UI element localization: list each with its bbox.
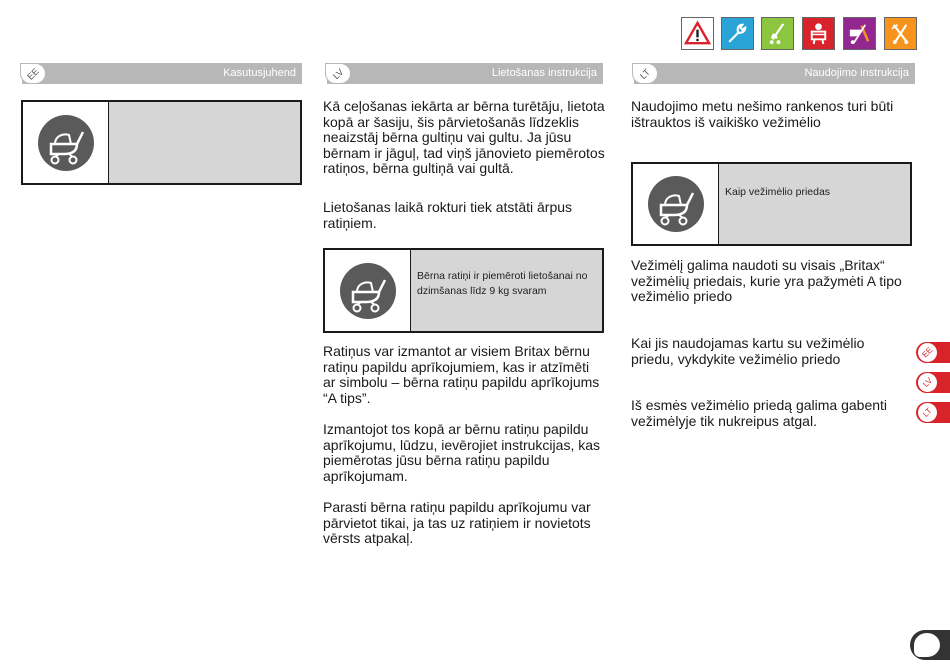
side-tab-lv[interactable]: LV: [916, 372, 950, 393]
carrycot-icon: [633, 164, 719, 244]
paragraph-lt-4: Iš esmės vežimėlio priedą galima gabenti vežimėlyje tik nukreipus atgal.: [631, 397, 888, 429]
header-lt: [634, 63, 915, 84]
paragraph-lt-3: Kai jis naudojamas kartu su vežimėlio priedu, vykdykite vežimėlio priedo: [631, 335, 865, 367]
section-title-lv: Lietošanas instrukcija: [491, 67, 597, 79]
paragraph-lv-3: Ratiņus var izmantot ar visiem Britax bērnu ratiņu papildu aprīkojumiem, kas ir atzīmēti ar simbolu – bērna ratiņu papildu aprīkojums “A tips”.: [323, 343, 600, 406]
carrycot-icon: [23, 102, 109, 183]
info-box-text-lv: Bērna ratiņi ir piemēroti lietošanai no dzimšanas līdz 9 kg svaram: [411, 250, 602, 331]
warning-icon: [681, 17, 714, 50]
paragraph-lv-2: Lietošanas laikā rokturi tiek atstāti ārpus ratiņiem.: [323, 199, 573, 231]
paragraph-lv-4: Izmantojot tos kopā ar bērnu ratiņu papildu aprīkojumu, lūdzu, ievērojiet instrukcijas, kas piemērotas jūsu bērna ratiņu papildu aprīkojumam.: [323, 421, 601, 484]
paragraph-lt-2: Vežimėlį galima naudoti su visais „Britax“ vežimėlių priedais, kurie yra pažymėti A tipo vežimėlio priedo: [631, 257, 902, 304]
section-title-lt: Naudojimo instrukcija: [804, 67, 909, 79]
carrycot-icon: [325, 250, 411, 331]
info-box-text-lt: Kaip vežimėlio priedas: [719, 164, 910, 244]
paragraph-lv-5: Parasti bērna ratiņu papildu aprīkojumu var pārvietot tikai, ja tas uz ratiņiem ir novietots vērsts atpakaļ.: [323, 499, 591, 546]
carrycot-stroller-icon: [843, 17, 876, 50]
header-lv: [327, 63, 603, 84]
page-corner-tab: [910, 630, 950, 660]
stroller-lean-icon: [761, 17, 794, 50]
language-tag-lv: LV: [325, 63, 351, 84]
info-box-text-ee: [109, 102, 300, 183]
info-box-ee: [21, 100, 302, 185]
section-title-ee: Kasutusjuhend: [223, 67, 296, 79]
language-tag-ee: EE: [20, 63, 46, 84]
info-box-lt: [631, 162, 912, 246]
baby-harness-icon: [802, 17, 835, 50]
folded-stroller-icon: [884, 17, 917, 50]
language-tag-lt: LT: [632, 63, 658, 84]
paragraph-lv-1: Kā ceļošanas iekārta ar bērna turētāju, lietota kopā ar šasiju, šis pārvietošanās līdzeklis neaizstāj bērna gultiņu vai gultu. Ja jūsu bērnam ir jāguļ, tad viņš jānovieto piemērotos ratiņos, bērna gultiņā vai gultā.: [323, 98, 605, 176]
side-tab-ee[interactable]: EE: [916, 342, 950, 363]
paragraph-lt-1: Naudojimo metu nešimo rankenos turi būti ištrauktos iš vaikiško vežimėlio: [631, 98, 894, 130]
side-tab-lt[interactable]: LT: [916, 402, 950, 423]
header-ee: [22, 63, 302, 84]
info-box-lv: [323, 248, 604, 333]
wrench-icon: [721, 17, 754, 50]
